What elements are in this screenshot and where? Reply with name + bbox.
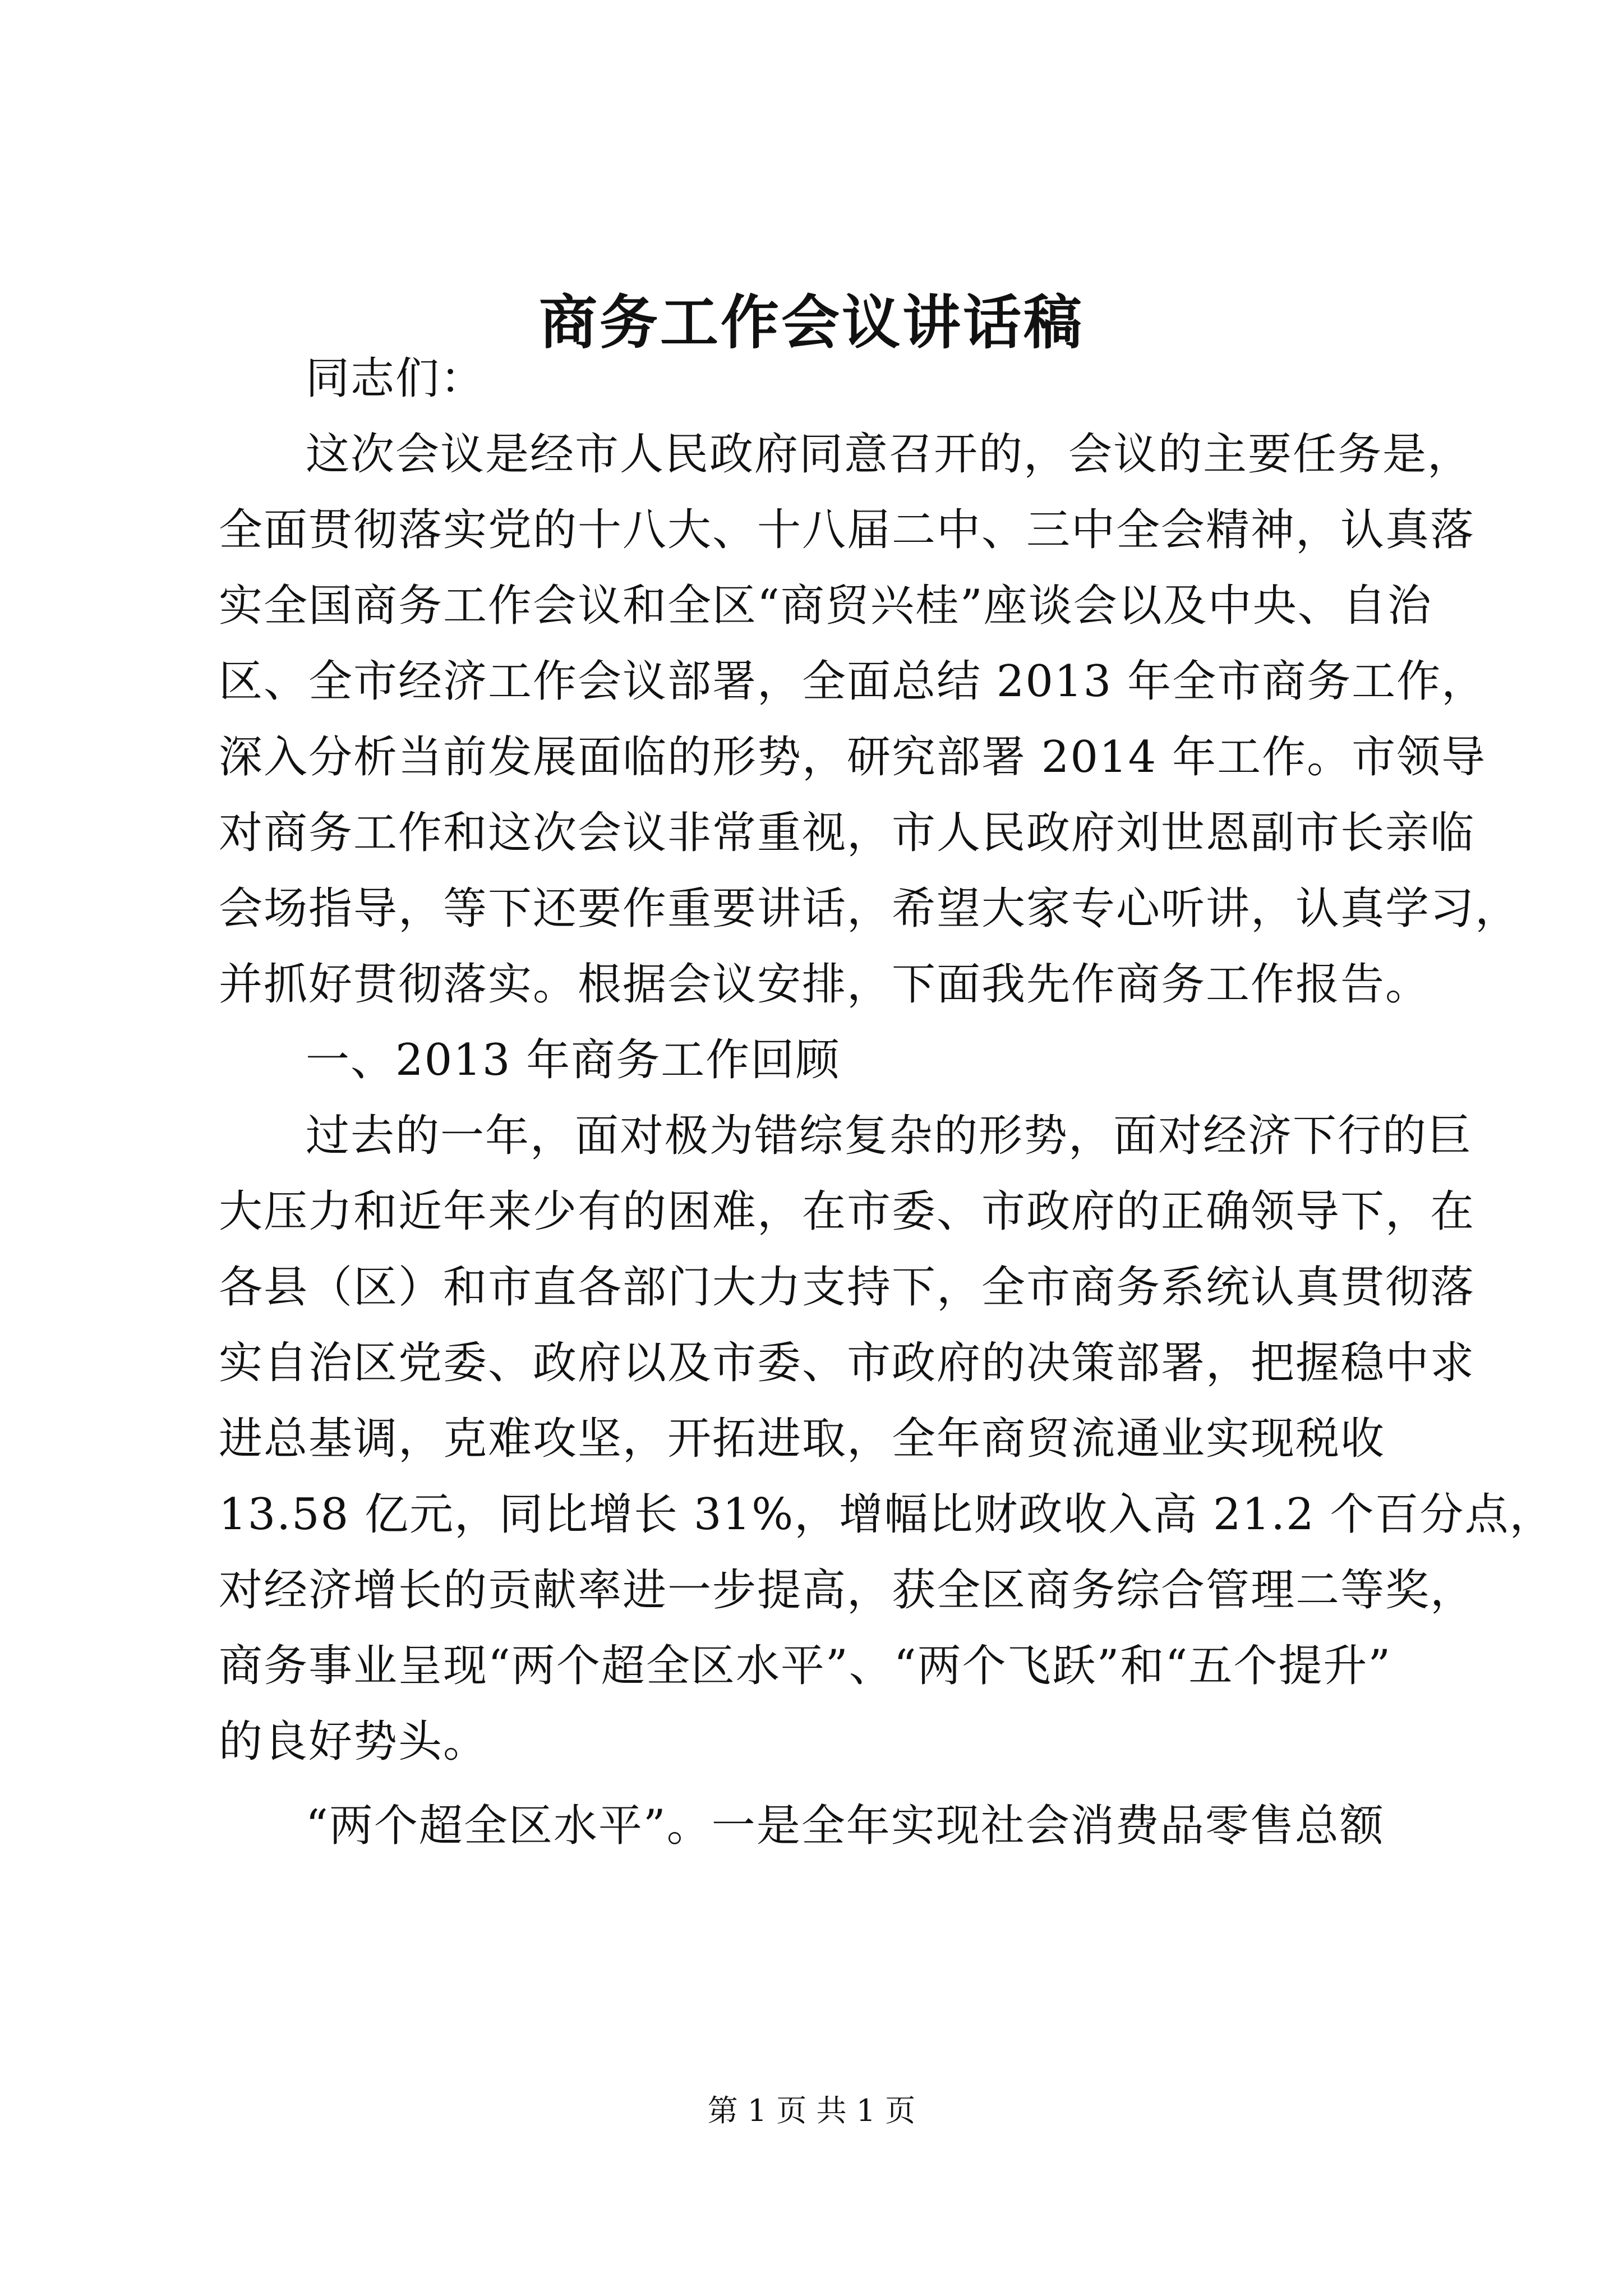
body-line: 这次会议是经市人民政府同意召开的，会议的主要任务是， xyxy=(306,429,1473,480)
document-title: 商务工作会议讲话稿 xyxy=(538,288,1084,357)
body-line: 商务事业呈现“两个超全区水平”、“两个飞跃”和“五个提升” xyxy=(219,1641,1392,1691)
body-line: 对商务工作和这次会议非常重视，市人民政府刘世恩副市长亲临 xyxy=(219,808,1476,858)
body-line: 实全国商务工作会议和全区“商贸兴桂”座谈会以及中央、自治 xyxy=(219,581,1432,631)
body-line: 的良好势头。 xyxy=(219,1717,488,1767)
body-line: 并抓好贯彻落实。根据会议安排，下面我先作商务工作报告。 xyxy=(219,959,1431,1010)
body-line: 区、全市经济工作会议部署，全面总结 2013 年全市商务工作， xyxy=(219,656,1487,707)
body-line: 全面贯彻落实党的十八大、十八届二中、三中全会精神，认真落 xyxy=(219,505,1476,555)
body-line: 大压力和近年来少有的困难，在市委、市政府的正确领导下，在 xyxy=(219,1186,1476,1237)
body-line: 各县（区）和市直各部门大力支持下，全市商务系统认真贯彻落 xyxy=(219,1262,1476,1313)
body-line: 13.58 亿元，同比增长 31%，增幅比财政收入高 21.2 个百分点， xyxy=(219,1489,1555,1540)
body-line: 对经济增长的贡献率进一步提高，获全区商务综合管理二等奖， xyxy=(219,1565,1476,1616)
body-line-salutation: 同志们： xyxy=(306,353,486,404)
body-line: 深入分析当前发展面临的形势，研究部署 2014 年工作。市领导 xyxy=(219,732,1487,783)
body-line: 进总基调，克难攻坚，开拓进取，全年商贸流通业实现税收 xyxy=(219,1414,1386,1464)
body-line: 会场指导，等下还要作重要讲话，希望大家专心听讲，认真学习， xyxy=(219,884,1520,934)
body-line: 过去的一年，面对极为错综复杂的形势，面对经济下行的巨 xyxy=(306,1111,1473,1161)
page-footer: 第 1 页 共 1 页 xyxy=(707,2093,916,2128)
section-heading: 一、2013 年商务工作回顾 xyxy=(306,1035,841,1085)
body-line: “两个超全区水平”。一是全年实现社会消费品零售总额 xyxy=(306,1801,1385,1851)
body-line: 实自治区党委、政府以及市委、市政府的决策部署，把握稳中求 xyxy=(219,1338,1476,1388)
